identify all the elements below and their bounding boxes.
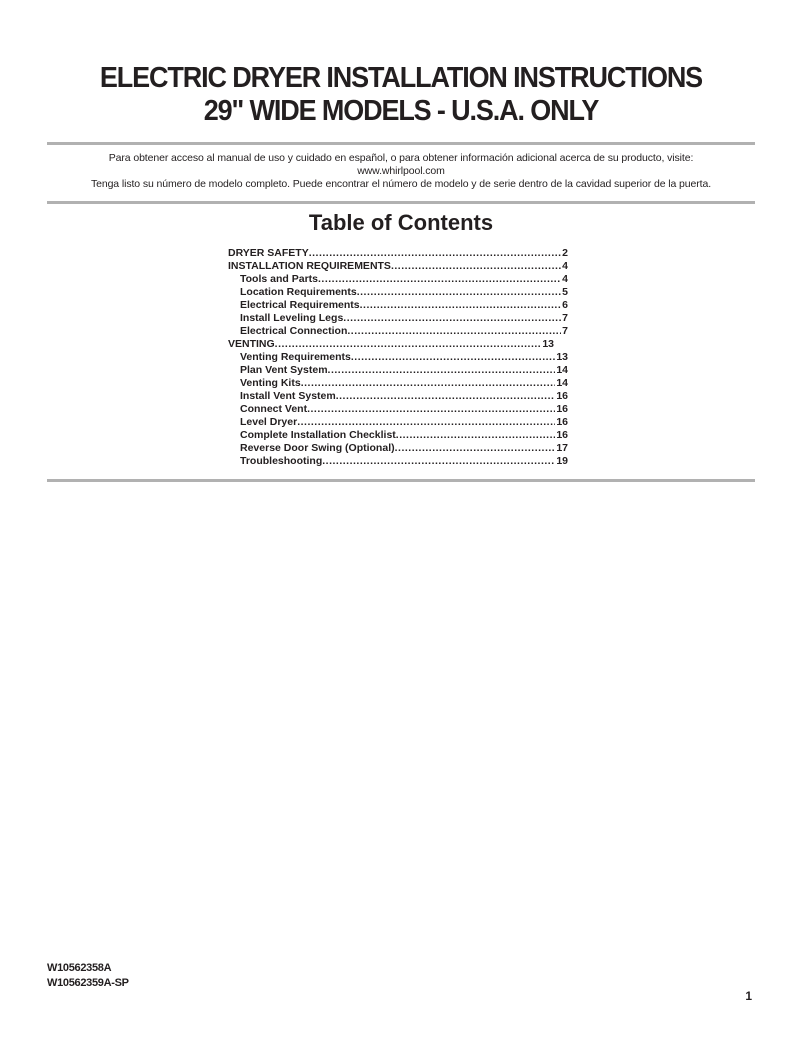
toc-entry-electrical-requirements[interactable]: Electrical Requirements ..... 6 bbox=[228, 299, 568, 312]
toc-entry-complete-installation-checklist[interactable]: Complete Installation Checklist ..... 16 bbox=[228, 429, 568, 442]
leader-dots bbox=[396, 429, 556, 442]
document-codes bbox=[47, 961, 129, 991]
leader-dots bbox=[336, 390, 556, 403]
leader-dots bbox=[309, 247, 561, 260]
toc-entry-venting-kits[interactable]: Venting Kits ..... 14 bbox=[228, 377, 568, 390]
divider-bottom bbox=[47, 479, 755, 482]
toc-entry-venting[interactable]: VENTING ..... 13 bbox=[228, 338, 554, 351]
divider-middle bbox=[47, 201, 755, 204]
leader-dots bbox=[351, 351, 555, 364]
divider-top bbox=[47, 142, 755, 145]
toc-entry-installation-requirements[interactable]: INSTALLATION REQUIREMENTS ..... 4 bbox=[228, 260, 568, 273]
leader-dots bbox=[343, 312, 561, 325]
intro-text bbox=[40, 152, 762, 191]
leader-dots bbox=[347, 325, 561, 338]
leader-dots bbox=[395, 442, 556, 455]
leader-dots bbox=[297, 416, 555, 429]
toc-entry-reverse-door-swing[interactable]: Reverse Door Swing (Optional) ..... 17 bbox=[228, 442, 568, 455]
leader-dots bbox=[328, 364, 556, 377]
document-title bbox=[28, 62, 774, 128]
toc-entry-tools-and-parts[interactable]: Tools and Parts ..... 4 bbox=[228, 273, 568, 286]
intro-line-model-number: Tenga listo su número de modelo completo. Puede encontrar el número de modelo y de serie dentro de la cavidad superior de la puerta. bbox=[90, 178, 712, 190]
toc-entry-dryer-safety[interactable]: DRYER SAFETY ..... 2 bbox=[228, 247, 568, 260]
table-of-contents bbox=[228, 247, 568, 468]
document-code-spanish: W10562359A-SP bbox=[47, 977, 129, 989]
toc-entry-level-dryer[interactable]: Level Dryer ..... 16 bbox=[228, 416, 568, 429]
leader-dots bbox=[275, 338, 542, 351]
leader-dots bbox=[301, 377, 556, 390]
toc-entry-install-leveling-legs[interactable]: Install Leveling Legs ..... 7 bbox=[228, 312, 568, 325]
leader-dots bbox=[318, 273, 561, 286]
leader-dots bbox=[357, 286, 561, 299]
intro-line-spanish-manual: Para obtener acceso al manual de uso y cuidado en español, o para obtener información adicional acerca de su producto, visite: bbox=[108, 152, 694, 164]
toc-entry-plan-vent-system[interactable]: Plan Vent System ..... 14 bbox=[228, 364, 568, 377]
toc-title: Table of Contents bbox=[308, 210, 494, 235]
intro-url-link[interactable]: www.whirlpool.com bbox=[357, 165, 445, 177]
title-line-2: 29" WIDE MODELS - U.S.A. ONLY bbox=[203, 95, 599, 127]
leader-dots bbox=[307, 403, 555, 416]
leader-dots bbox=[391, 260, 561, 273]
toc-entry-electrical-connection[interactable]: Electrical Connection ..... 7 bbox=[228, 325, 568, 338]
toc-entry-venting-requirements[interactable]: Venting Requirements ..... 13 bbox=[228, 351, 568, 364]
title-line-1: ELECTRIC DRYER INSTALLATION INSTRUCTIONS bbox=[99, 62, 703, 94]
toc-entry-troubleshooting[interactable]: Troubleshooting ..... 19 bbox=[228, 455, 568, 468]
document-code-english: W10562358A bbox=[47, 962, 112, 974]
toc-entry-location-requirements[interactable]: Location Requirements ..... 5 bbox=[228, 286, 568, 299]
leader-dots bbox=[360, 299, 562, 312]
toc-entry-connect-vent[interactable]: Connect Vent ..... 16 bbox=[228, 403, 568, 416]
toc-entry-install-vent-system[interactable]: Install Vent System ..... 16 bbox=[228, 390, 568, 403]
leader-dots bbox=[322, 455, 555, 468]
page-number: 1 bbox=[745, 989, 752, 1003]
